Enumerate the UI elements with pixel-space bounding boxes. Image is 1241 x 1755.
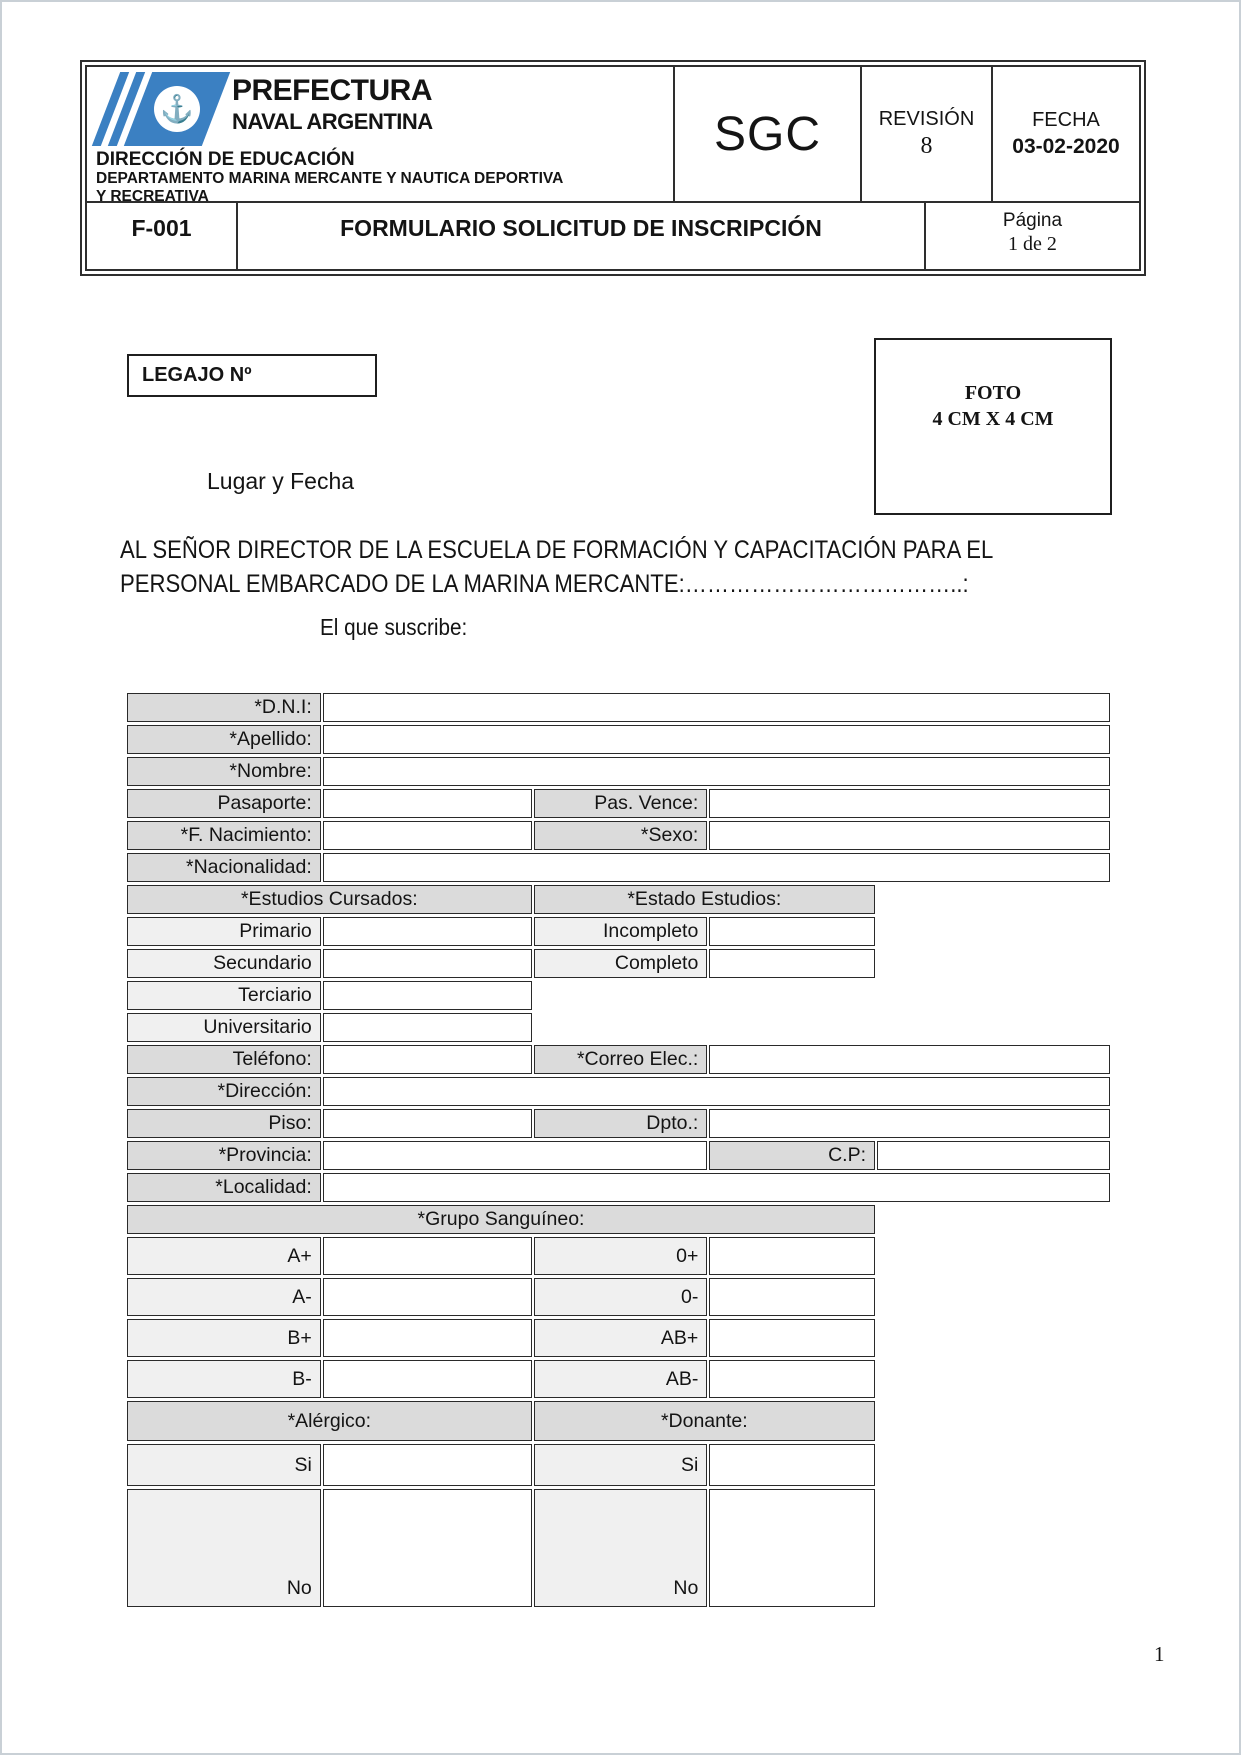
direccion-input[interactable]	[323, 1077, 1110, 1106]
table-row	[127, 1444, 1110, 1486]
o-neg-checkbox[interactable]	[709, 1278, 875, 1316]
apellido-input[interactable]	[323, 725, 1110, 754]
donante-no-checkbox[interactable]	[709, 1489, 875, 1607]
donante-si-checkbox[interactable]	[709, 1444, 875, 1486]
sgc-cell: SGC	[675, 67, 862, 201]
universitario-checkbox[interactable]	[323, 1013, 532, 1042]
dni-input[interactable]	[323, 693, 1110, 722]
prefectura-logo	[96, 72, 216, 146]
table-row	[127, 949, 1110, 978]
a-neg-label: A-	[127, 1278, 321, 1316]
terciario-label: Terciario	[127, 981, 321, 1010]
dni-label: *D.N.I:	[127, 693, 321, 722]
table-row	[127, 725, 1110, 754]
correo-input[interactable]	[709, 1045, 1110, 1074]
o-neg-label: 0-	[534, 1278, 708, 1316]
fecha-cell	[993, 67, 1139, 201]
ab-neg-checkbox[interactable]	[709, 1360, 875, 1398]
table-row	[127, 1077, 1110, 1106]
header-box	[80, 60, 1146, 276]
piso-input[interactable]	[323, 1109, 532, 1138]
anchor-icon: ⚓	[154, 86, 200, 132]
alergico-header: *Alérgico:	[127, 1401, 532, 1441]
a-pos-label: A+	[127, 1237, 321, 1275]
nombre-input[interactable]	[323, 757, 1110, 786]
pasaporte-label: Pasaporte:	[127, 789, 321, 818]
table-row	[127, 1278, 1110, 1316]
ab-neg-label: AB-	[534, 1360, 708, 1398]
grupo-sanguineo-header: *Grupo Sanguíneo:	[127, 1205, 875, 1234]
telefono-label: Teléfono:	[127, 1045, 321, 1074]
table-row	[127, 693, 1110, 722]
f-nacimiento-label: *F. Nacimiento:	[127, 821, 321, 850]
org-identity-cell	[87, 67, 675, 205]
table-row	[127, 885, 1110, 914]
a-neg-checkbox[interactable]	[323, 1278, 532, 1316]
provincia-label: *Provincia:	[127, 1141, 321, 1170]
alergico-no-label: No	[127, 1489, 321, 1607]
cp-label: C.P:	[709, 1141, 875, 1170]
page-indicator	[926, 203, 1139, 269]
table-row	[127, 853, 1110, 882]
photo-placeholder	[874, 338, 1112, 515]
primario-label: Primario	[127, 917, 321, 946]
apellido-label: *Apellido:	[127, 725, 321, 754]
primario-checkbox[interactable]	[323, 917, 532, 946]
incompleto-checkbox[interactable]	[709, 917, 875, 946]
o-pos-checkbox[interactable]	[709, 1237, 875, 1275]
org-name-line1: PREFECTURA	[232, 74, 433, 107]
cp-input[interactable]	[877, 1141, 1110, 1170]
pas-vence-label: Pas. Vence:	[534, 789, 708, 818]
photo-label-line2: 4 CM X 4 CM	[932, 408, 1054, 430]
page-value: 1 de 2	[1008, 233, 1057, 255]
table-row	[127, 1109, 1110, 1138]
table-row	[127, 1045, 1110, 1074]
revision-cell	[862, 67, 993, 201]
b-neg-checkbox[interactable]	[323, 1360, 532, 1398]
universitario-label: Universitario	[127, 1013, 321, 1042]
suscribe-label: El que suscribe:	[320, 614, 468, 640]
dpto-label: Dpto.:	[534, 1109, 708, 1138]
piso-label: Piso:	[127, 1109, 321, 1138]
donante-si-label: Si	[534, 1444, 708, 1486]
department-line: DEPARTAMENTO MARINA MERCANTE Y NAUTICA DEPORTIVA Y RECREATIVA	[96, 170, 563, 205]
donante-header: *Donante:	[534, 1401, 875, 1441]
o-pos-label: 0+	[534, 1237, 708, 1275]
b-pos-label: B+	[127, 1319, 321, 1357]
donante-no-label: No	[534, 1489, 708, 1607]
org-name-line2: NAVAL ARGENTINA	[232, 109, 433, 134]
photo-label-line1: FOTO	[964, 382, 1022, 404]
table-row	[127, 1013, 1110, 1042]
provincia-input[interactable]	[323, 1141, 708, 1170]
localidad-label: *Localidad:	[127, 1173, 321, 1202]
f-nacimiento-input[interactable]	[323, 821, 532, 850]
sexo-input[interactable]	[709, 821, 1110, 850]
table-row	[127, 1237, 1110, 1275]
table-row	[127, 1141, 1110, 1170]
alergico-no-checkbox[interactable]	[323, 1489, 532, 1607]
a-pos-checkbox[interactable]	[323, 1237, 532, 1275]
table-row	[127, 1489, 1110, 1607]
legajo-label: LEGAJO Nº	[142, 364, 252, 386]
table-row	[127, 981, 1110, 1010]
localidad-input[interactable]	[323, 1173, 1110, 1202]
completo-label: Completo	[534, 949, 708, 978]
table-row	[127, 1319, 1110, 1357]
pasaporte-input[interactable]	[323, 789, 532, 818]
table-row	[127, 1360, 1110, 1398]
alergico-si-checkbox[interactable]	[323, 1444, 532, 1486]
telefono-input[interactable]	[323, 1045, 532, 1074]
estado-estudios-header: *Estado Estudios:	[534, 885, 875, 914]
ab-pos-label: AB+	[534, 1319, 708, 1357]
page-label: Página	[1002, 210, 1063, 231]
b-pos-checkbox[interactable]	[323, 1319, 532, 1357]
completo-checkbox[interactable]	[709, 949, 875, 978]
table-row	[127, 789, 1110, 818]
dpto-input[interactable]	[709, 1109, 1110, 1138]
form-title: FORMULARIO SOLICITUD DE INSCRIPCIÓN	[238, 203, 926, 269]
fecha-value: 03-02-2020	[1012, 135, 1120, 158]
fecha-label: FECHA	[1032, 109, 1100, 131]
estudios-cursados-header: *Estudios Cursados:	[127, 885, 532, 914]
inscription-form-table	[125, 690, 1112, 1610]
incompleto-label: Incompleto	[534, 917, 708, 946]
sexo-label: *Sexo:	[534, 821, 708, 850]
correo-label: *Correo Elec.:	[534, 1045, 708, 1074]
table-row	[127, 917, 1110, 946]
secundario-checkbox[interactable]	[323, 949, 532, 978]
page-number: 1	[1154, 1642, 1165, 1666]
nombre-label: *Nombre:	[127, 757, 321, 786]
legajo-input[interactable]	[252, 356, 375, 395]
lugar-y-fecha-label: Lugar y Fecha	[207, 468, 355, 494]
nacionalidad-label: *Nacionalidad:	[127, 853, 321, 882]
b-neg-label: B-	[127, 1360, 321, 1398]
revision-label: REVISIÓN	[878, 108, 975, 130]
addressee-line2: PERSONAL EMBARCADO DE LA MARINA MERCANTE:………………………………..:	[120, 570, 969, 598]
form-code: F-001	[87, 203, 238, 269]
pas-vence-input[interactable]	[709, 789, 1110, 818]
direccion-label: *Dirección:	[127, 1077, 321, 1106]
table-row	[127, 757, 1110, 786]
table-row	[127, 1173, 1110, 1202]
table-row	[127, 821, 1110, 850]
table-row	[127, 1401, 1110, 1441]
nacionalidad-input[interactable]	[323, 853, 1110, 882]
terciario-checkbox[interactable]	[323, 981, 532, 1010]
alergico-si-label: Si	[127, 1444, 321, 1486]
addressee-paragraph	[120, 533, 993, 601]
ab-pos-checkbox[interactable]	[709, 1319, 875, 1357]
addressee-line1: AL SEÑOR DIRECTOR DE LA ESCUELA DE FORMACIÓN Y CAPACITACIÓN PARA EL	[120, 536, 994, 564]
secundario-label: Secundario	[127, 949, 321, 978]
revision-value: 8	[920, 133, 933, 159]
legajo-box	[127, 354, 377, 397]
direction-line: DIRECCIÓN DE EDUCACIÓN	[96, 149, 355, 170]
table-row	[127, 1205, 1110, 1234]
